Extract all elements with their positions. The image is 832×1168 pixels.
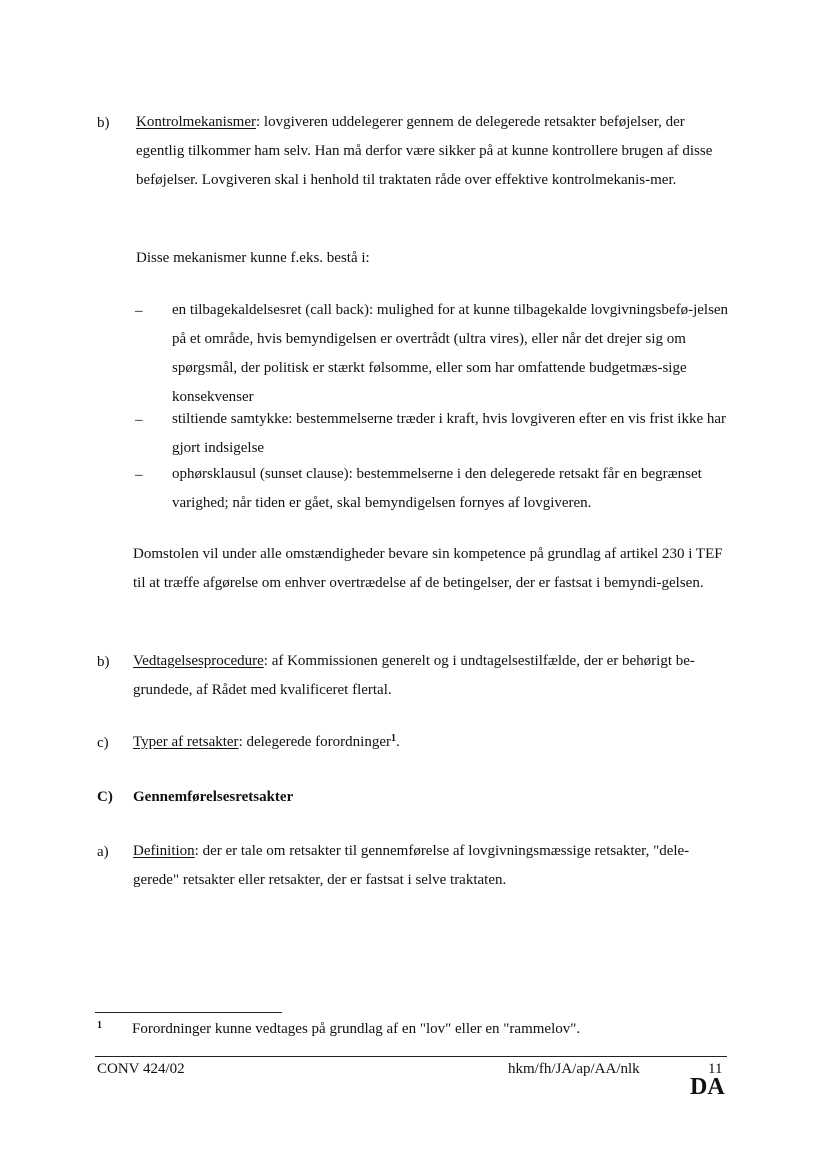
section-text: : delegerede forordninger (238, 734, 391, 750)
section-term: Kontrolmekanismer (136, 114, 256, 130)
bullet-dash: – (135, 412, 143, 428)
footnote-number: 1 (97, 1020, 102, 1031)
section-kontrolmekanismer (136, 108, 730, 195)
section-term: Vedtagelsesprocedure (133, 653, 264, 669)
bullet-item: stiltiende samtykke: bestemmelserne træder i kraft, hvis lovgiveren efter en vis frist ikke har gjort indsigelse (172, 411, 727, 456)
footer-language-code: DA (690, 1074, 725, 1100)
section-term: Typer af retsakter (133, 734, 239, 750)
footer-rule (95, 1056, 727, 1057)
heading-label: C) (97, 789, 113, 805)
section-label: c) (97, 735, 109, 751)
section-definition (133, 837, 729, 895)
bullet-dash: – (135, 467, 143, 483)
bullet-dash: – (135, 303, 143, 319)
mechanisms-intro: Disse mekanismer kunne f.eks. bestå i: (136, 250, 370, 266)
section-vedtagelsesprocedure (133, 647, 729, 705)
footnote-separator (95, 1012, 282, 1013)
section-typer-af-retsakter: Typer af retsakter: delegerede forordninger$^1$. (133, 733, 400, 750)
footer-page-number: 11 (708, 1061, 723, 1077)
bullet-item: en tilbagekaldelsesret (call back): mulighed for at kunne tilbagekalde lovgivningsbefø-jelsen på et område, hvis bemyndigelsen er overtrådt (ultra vires), eller når det drejer sig om spørgsmål, der politisk er stærkt følsomme, eller som har omfattende budgetmæs-sige konsekvenser (172, 302, 729, 405)
section-label: b) (97, 115, 110, 131)
footnote-text: Forordninger kunne vedtages på grundlag af en "lov" eller en "rammelov". (132, 1021, 581, 1037)
footer-doc-ref: CONV 424/02 (97, 1061, 185, 1077)
section-label: a) (97, 844, 109, 860)
bullet-item: ophørsklausul (sunset clause): bestemmelserne i den delegerede retsakt får en begrænset varighed; når tiden er gået, skal bemyndigelsen fornyes af lovgiveren. (172, 466, 702, 511)
footnote-reference[interactable]: 1 (391, 733, 396, 744)
section-text: : lovgiveren uddelegerer gennem de delegerede retsakter beføjelser, der egentlig tilkommer ham selv. Han må derfor være sikker på at kunne kontrollere brugen af disse beføjelser. Lovgiveren skal i henhold til traktaten råde over effektive kontrolmekanis-mer. (136, 114, 713, 188)
section-text: : af Kommissionen generelt og i undtagelsestilfælde, der er behørigt be-grundede, af Rådet med kvalificeret flertal. (133, 653, 695, 698)
section-term: Definition (133, 843, 195, 859)
section-label: b) (97, 654, 110, 670)
court-paragraph: Domstolen vil under alle omstændigheder bevare sin kompetence på grundlag af artikel 230 i TEF til at træffe afgørelse om enhver overtrædelse af de betingelser, der er fastsat i bemyndi-gelsen. (133, 546, 723, 591)
heading-title: Gennemførelsesretsakter (133, 789, 294, 805)
section-text: : der er tale om retsakter til gennemførelse af lovgivningsmæssige retsakter, "dele-gerede" retsakter eller retsakter, der er fastsat i selve traktaten. (133, 843, 690, 888)
footer-initials: hkm/fh/JA/ap/AA/nlk (508, 1061, 640, 1077)
